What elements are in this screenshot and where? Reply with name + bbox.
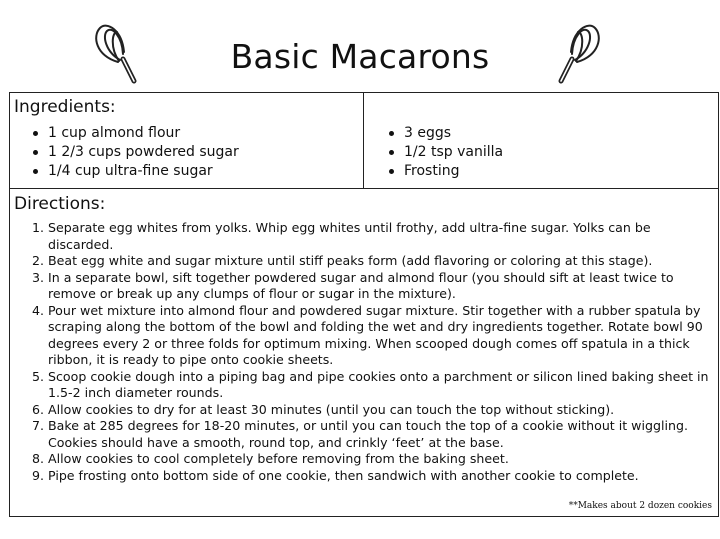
step-number: 6.	[31, 401, 44, 417]
step-number: 3.	[31, 269, 44, 285]
direction-step	[24, 253, 712, 270]
step-text: In a separate bowl, sift together powdered sugar and almond flour (you should sift at least twice to remove or break up any clumps of flour or sugar in the mixture).	[48, 269, 674, 301]
direction-step	[24, 418, 712, 451]
ingredient-item: 3 eggs	[385, 124, 503, 143]
directions-list	[24, 220, 712, 484]
step-number: 9.	[31, 467, 44, 483]
direction-step	[24, 451, 712, 468]
ingredient-item: 1/2 tsp vanilla	[385, 143, 503, 162]
direction-step	[24, 270, 712, 303]
step-text: Pour wet mixture into almond flour and powdered sugar mixture. Stir together with a rubber spatula by scraping along the bottom of the bowl and folding the wet and dry ingredients together. Rotate bowl 90 degrees every 2 or three folds for optimum mixing. When scooped dough comes off spatula in a thick ribbon, it is ready to pipe onto cookie sheets.	[48, 302, 703, 367]
step-number: 2.	[31, 253, 44, 268]
ingredients-section	[10, 93, 718, 189]
step-text: Pipe frosting onto bottom side of one cookie, then sandwich with another cookie to complete.	[48, 467, 639, 483]
step-number: 8.	[31, 451, 44, 466]
step-text: Allow cookies to cool completely before removing from the baking sheet.	[48, 451, 509, 466]
ingredients-list-right	[385, 124, 503, 181]
step-number: 7.	[31, 418, 44, 433]
directions-heading: Directions:	[14, 194, 106, 214]
direction-step	[24, 303, 712, 369]
column-divider	[363, 93, 364, 188]
ingredient-item: 1 cup almond flour	[29, 124, 239, 143]
step-text: Beat egg white and sugar mixture until stiff peaks form (add flavoring or coloring at this stage).	[48, 253, 653, 268]
step-number: 1.	[31, 220, 44, 235]
ingredients-list-left	[29, 124, 239, 181]
step-text: Bake at 285 degrees for 18-20 minutes, or until you can touch the top of a cookie without it wiggling. Cookies should have a smooth, round top, and crinkly ‘feet’ at the base.	[48, 418, 688, 450]
direction-step	[24, 220, 712, 253]
ingredient-item: 1/4 cup ultra-fine sugar	[29, 162, 239, 181]
ingredients-heading: Ingredients:	[14, 97, 116, 117]
step-text: Allow cookies to dry for at least 30 minutes (until you can touch the top without sticking).	[48, 401, 615, 417]
step-text: Separate egg whites from yolks. Whip egg whites until frothy, add ultra-fine sugar. Yolks can be discarded.	[48, 220, 651, 252]
recipe-card	[9, 92, 719, 517]
yield-note: **Makes about 2 dozen cookies	[568, 501, 712, 511]
page-title: Basic Macarons	[230, 37, 490, 76]
step-number: 5.	[31, 368, 44, 384]
direction-step	[24, 402, 712, 419]
step-number: 4.	[31, 302, 44, 318]
step-text: Scoop cookie dough into a piping bag and pipe cookies onto a parchment or silicon lined baking sheet in 1.5-2 inch diameter rounds.	[48, 368, 709, 400]
direction-step	[24, 468, 712, 485]
ingredient-item: Frosting	[385, 162, 503, 181]
ingredient-item: 1 2/3 cups powdered sugar	[29, 143, 239, 162]
whisk-icon	[555, 22, 605, 86]
direction-step	[24, 369, 712, 402]
